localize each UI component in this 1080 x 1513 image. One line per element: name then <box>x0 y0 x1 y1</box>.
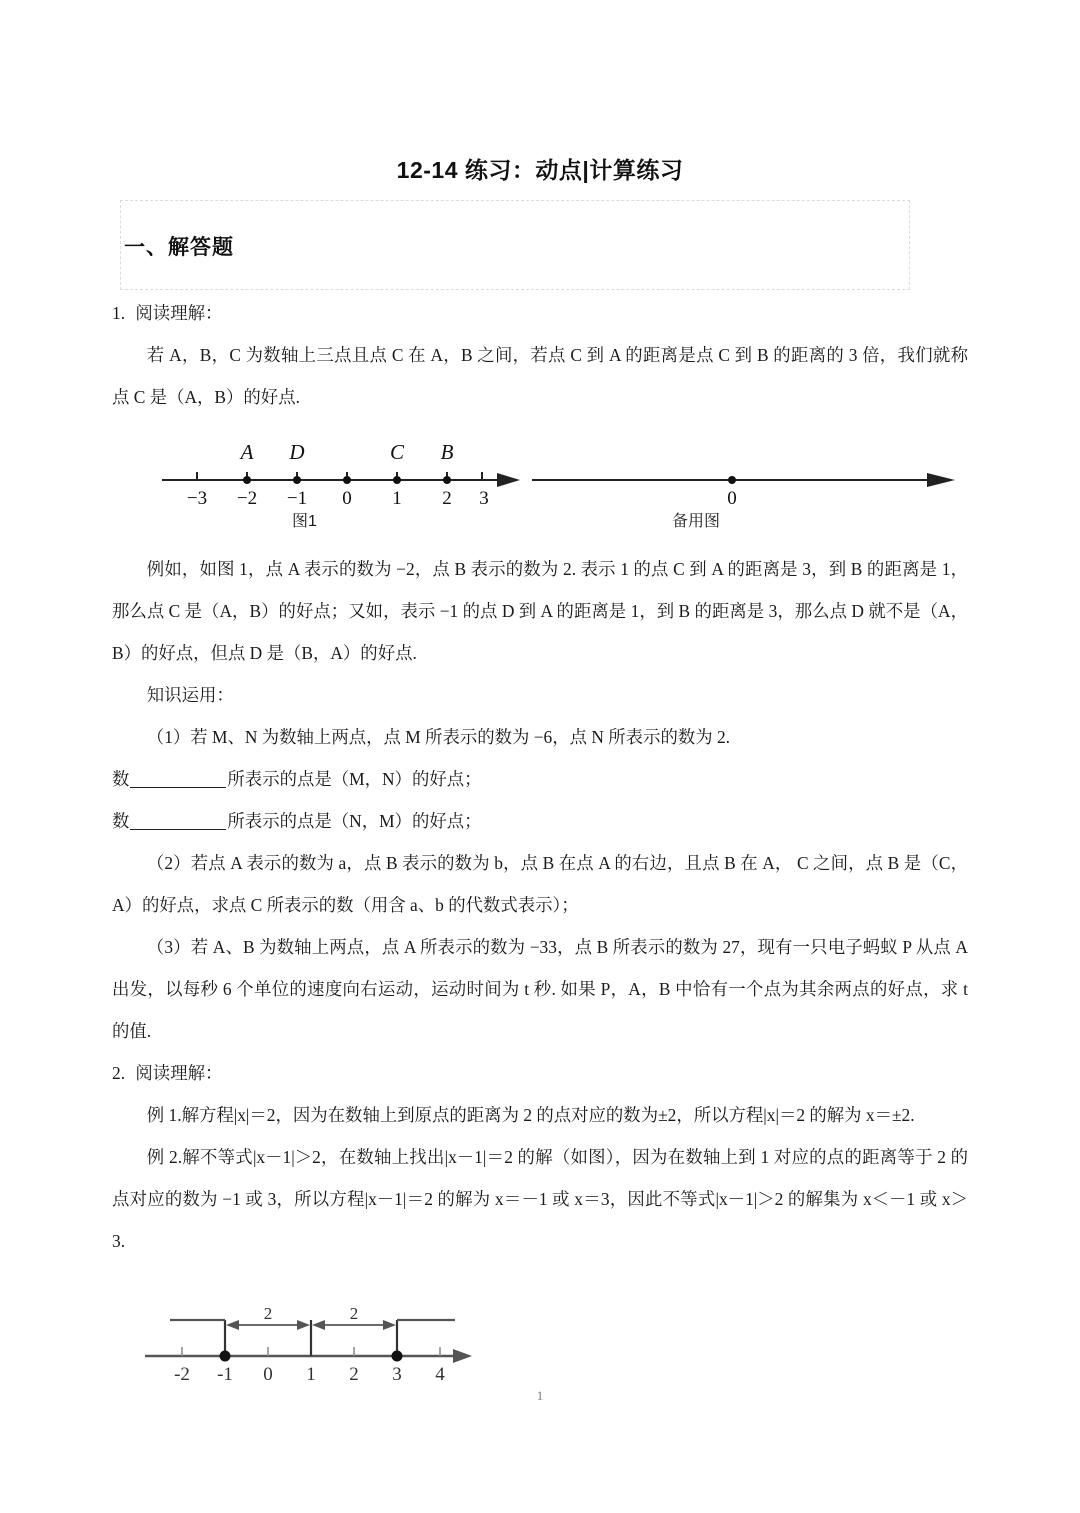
svg-text:2: 2 <box>442 488 452 509</box>
question-1-lead <box>112 292 968 334</box>
question-2-lead-text: 阅读理解： <box>135 1063 223 1083</box>
question-1-definition: 若 A，B，C 为数轴上三点且点 C 在 A，B 之间，若点 C 到 A 的距离是点 C 到 B 的距离的 3 倍，我们就称点 C 是（A，B）的好点. <box>112 345 968 407</box>
svg-text:−1: −1 <box>286 488 308 509</box>
svg-text:A: A <box>240 440 254 464</box>
figure-3-block <box>140 1298 500 1393</box>
svg-text:C: C <box>389 440 405 464</box>
svg-text:2: 2 <box>349 1304 359 1323</box>
figure-1-block <box>112 432 968 542</box>
question-1-blank-row-2 <box>112 800 968 842</box>
question-1-apply-lead: 知识运用： <box>146 685 234 705</box>
svg-text:1: 1 <box>306 1364 316 1385</box>
question-2-example-1: 例 1.解方程|x|＝2，因为在数轴上到原点的距离为 2 的点对应的数为±2，所以方程|x|＝2 的解为 x＝±2. <box>146 1105 915 1125</box>
question-1-lead-text: 阅读理解： <box>135 303 223 323</box>
figure-1-caption: 图1 <box>292 513 317 530</box>
svg-text:2: 2 <box>263 1304 273 1323</box>
svg-text:1: 1 <box>392 488 402 509</box>
svg-text:D: D <box>289 440 305 464</box>
question-2-lead <box>112 1052 968 1094</box>
question-1-item-2: （2）若点 A 表示的数为 a，点 B 表示的数为 b，点 B 在点 A 的右边，且点 B 在 A， C 之间，点 B 是（C，A）的好点，求点 C 所表示的数（用含 a、b 的代数式表示）； <box>112 853 968 915</box>
section-heading: 一、解答题 <box>124 236 234 259</box>
svg-text:4: 4 <box>435 1364 445 1385</box>
svg-text:−3: −3 <box>186 488 208 509</box>
question-1-blank-row-1 <box>112 758 968 800</box>
question-2-number: 2. <box>112 1063 126 1083</box>
question-1-item-3: （3）若 A、B 为数轴上两点，点 A 所表示的数为 −33，点 B 所表示的数为 27，现有一只电子蚂蚁 P 从点 A 出发，以每秒 6 个单位的速度向右运动，运动时间为 t 秒. 如果 P，A，B 中恰有一个点为其余两点的好点，求 t 的值. <box>112 937 968 1041</box>
answer-blank-1[interactable] <box>130 787 226 788</box>
svg-text:2: 2 <box>349 1364 359 1385</box>
blank-1-prefix: 数 <box>112 769 130 789</box>
number-line-figure-spare <box>527 432 967 532</box>
svg-text:-2: -2 <box>174 1364 190 1385</box>
figure-spare-caption: 备用图 <box>672 513 721 530</box>
question-2-example-2: 例 2.解不等式|x－1|＞2，在数轴上找出|x－1|＝2 的解（如图），因为在数轴上到 1 对应的点的距离等于 2 的点对应的数为 −1 或 3，所以方程|x－1|＝2 的解为 x＝－1 或 x＝3，因此不等式|x－1|＞2 的解集为 x＜－1 或 x＞3. <box>112 1147 968 1251</box>
svg-text:B: B <box>440 440 454 464</box>
blank-2-prefix: 数 <box>112 811 130 831</box>
svg-text:3: 3 <box>479 488 489 509</box>
svg-text:0: 0 <box>342 488 352 509</box>
question-1-body <box>112 548 968 1262</box>
number-line-absolute-value <box>140 1298 500 1393</box>
section-box <box>120 200 910 290</box>
question-1-number: 1. <box>112 303 126 323</box>
answer-blank-2[interactable] <box>130 829 226 830</box>
page-title: 12-14 练习：动点|计算练习 <box>396 157 684 183</box>
question-1-item-1: （1）若 M、N 为数轴上两点，点 M 所表示的数为 −6，点 N 所表示的数为 2. <box>146 727 731 747</box>
blank-1-suffix: 所表示的点是（M，N）的好点； <box>227 769 482 789</box>
question-1-intro <box>112 292 968 422</box>
blank-2-suffix: 所表示的点是（N，M）的好点； <box>227 811 482 831</box>
svg-text:0: 0 <box>263 1364 273 1385</box>
page-number: 1 <box>536 1388 544 1403</box>
number-line-figure-1 <box>152 432 532 532</box>
svg-text:3: 3 <box>392 1364 402 1385</box>
question-1-example: 例如，如图 1，点 A 表示的数为 −2，点 B 表示的数为 2. 表示 1 的点 C 到 A 的距离是 3，到 B 的距离是 1，那么点 C 是（A，B）的好点；又如，表示 −1 的点 D 到 A 的距离是 1，到 B 的距离是 3，那么点 D 就不是（A，B）的好点，但点 D 是（B，A）的好点. <box>112 559 968 663</box>
svg-text:0: 0 <box>727 488 737 509</box>
svg-text:−2: −2 <box>236 488 258 509</box>
svg-text:-1: -1 <box>217 1364 233 1385</box>
